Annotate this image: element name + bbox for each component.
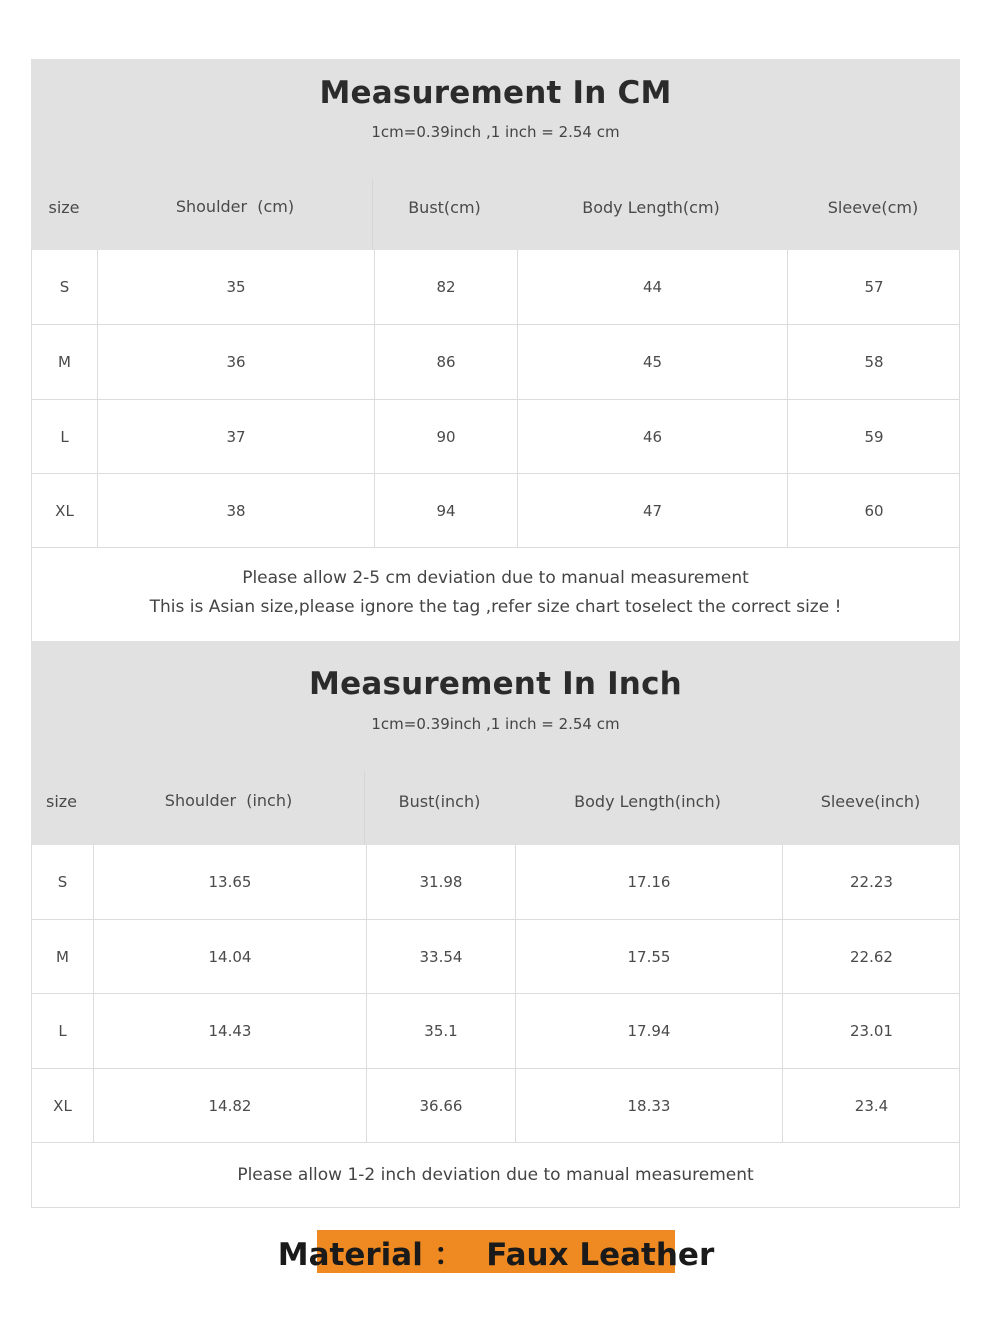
cm-table-body [31,250,960,548]
bust-cell: 90 [374,400,517,473]
shoulder-cell: 36 [97,325,374,399]
bust-cell: 35.1 [366,994,515,1068]
cm-header-body-length: Body Length(cm) [582,198,720,217]
shoulder-cell: 14.82 [93,1069,366,1142]
table-row [32,400,959,474]
cm-note-line-1: Please allow 2-5 cm deviation due to manual measurement [242,568,749,588]
bust-cell: 33.54 [366,920,515,993]
inch-size-chart [31,641,960,1185]
bust-cell: 86 [374,325,517,399]
inch-header-size: size [45,792,78,811]
table-row [32,1069,959,1143]
sleeve-cell: 60 [787,474,960,547]
table-row [32,474,959,548]
body-length-cell: 47 [517,474,787,547]
bust-cell: 31.98 [366,845,515,919]
inch-note-line-1: Please allow 1-2 inch deviation due to manual measurement [237,1165,754,1185]
size-cell: M [58,353,71,371]
sleeve-cell: 22.23 [782,845,960,919]
sleeve-cell: 23.4 [782,1069,960,1142]
material-banner [277,1230,715,1273]
inch-header-body-length: Body Length(inch) [574,792,721,811]
body-length-cell: 17.16 [515,845,782,919]
shoulder-cell: 14.04 [93,920,366,993]
body-length-cell: 17.94 [515,994,782,1068]
sleeve-cell: 57 [787,250,960,324]
size-cell: M [56,947,69,966]
shoulder-cell: 14.43 [93,994,366,1068]
cm-header-size: size [48,198,80,217]
cm-title: Measurement In CM [319,75,672,111]
inch-header-panel [31,641,960,845]
body-length-cell: 17.55 [515,920,782,993]
cm-deviation-note [31,548,960,641]
body-length-cell: 46 [517,400,787,473]
table-row [32,920,959,994]
inch-title: Measurement In Inch [309,666,682,702]
size-cell: L [58,1022,67,1040]
sleeve-cell: 22.62 [782,920,960,993]
body-length-cell: 45 [517,325,787,399]
size-cell: L [60,427,69,446]
body-length-cell: 44 [517,250,787,324]
inch-header-sleeve: Sleeve(inch) [820,792,921,811]
bust-cell: 36.66 [366,1069,515,1142]
inch-table-body [31,845,960,1143]
shoulder-cell: 37 [97,400,374,473]
cm-header-panel [31,59,960,250]
table-row [32,845,959,920]
cm-header-shoulder: Shoulder (cm) [175,197,295,216]
cm-header-bust: Bust(cm) [408,198,481,217]
size-cell: S [59,278,70,296]
body-length-cell: 18.33 [515,1069,782,1142]
inch-header-shoulder: Shoulder (inch) [164,791,293,810]
shoulder-cell: 38 [97,474,374,547]
size-cell: XL [55,501,74,520]
shoulder-cell: 13.65 [93,845,366,919]
table-row [32,325,959,400]
size-cell: S [57,873,68,891]
bust-cell: 82 [374,250,517,324]
table-row [32,250,959,325]
cm-subtitle: 1cm=0.39inch ,1 inch = 2.54 cm [371,123,620,141]
table-row [32,994,959,1069]
size-cell: XL [53,1096,72,1115]
sleeve-cell: 23.01 [782,994,960,1068]
sleeve-cell: 59 [787,400,960,473]
cm-header-sleeve: Sleeve(cm) [827,198,919,217]
shoulder-cell: 35 [97,250,374,324]
inch-header-bust: Bust(inch) [398,792,481,811]
inch-subtitle: 1cm=0.39inch ,1 inch = 2.54 cm [371,715,620,733]
sleeve-cell: 58 [787,325,960,399]
cm-note-line-2: This is Asian size,please ignore the tag ,refer size chart toselect the correct size ! [149,597,842,617]
bust-cell: 94 [374,474,517,547]
cm-size-chart [31,59,960,617]
inch-deviation-note [31,1143,960,1208]
material-label: Material ： Faux Leather [277,1237,715,1273]
